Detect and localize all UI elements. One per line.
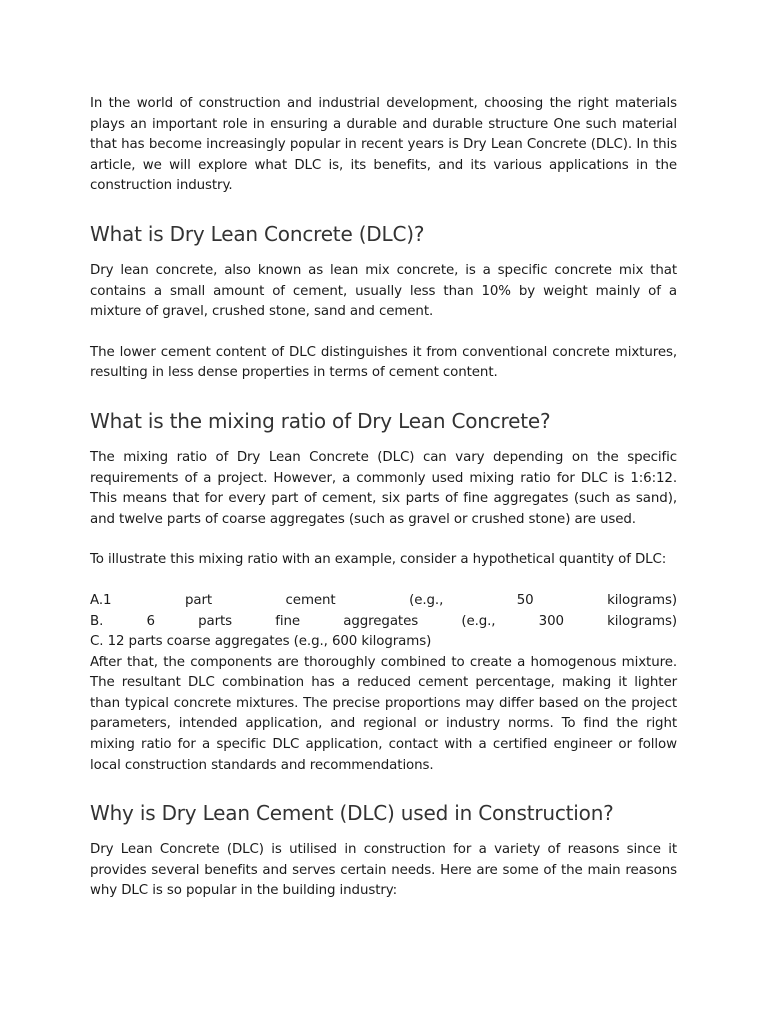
- mixing-ratio-paragraph: The mixing ratio of Dry Lean Concrete (DLC) can vary depending on the specific requirements of a project. However, a commonly used mixing ratio for DLC is 1:6:12. This means that for every part of cement, six parts of fine aggregates (such as sand), and twelve parts of coarse aggregates (such as gravel or crushed stone) are used.: [90, 449, 677, 527]
- reasons-intro-paragraph: Dry Lean Concrete (DLC) is utilised in construction for a variety of reasons since it provides several benefits and serves certain needs. Here are some of the main reasons why DLC is so popular in the building industry:: [90, 842, 677, 899]
- example-intro-paragraph: To illustrate this mixing ratio with an example, consider a hypothetical quantity of DLC:: [90, 552, 667, 568]
- section-heading-why-used: Why is Dry Lean Cement (DLC) used in Construction?: [90, 801, 614, 826]
- list-item: A.1 part cement (e.g., 50 kilograms): [90, 592, 677, 608]
- list-item: C. 12 parts coarse aggregates (e.g., 600 kilograms): [90, 634, 432, 650]
- definition-paragraph: Dry lean concrete, also known as lean mix concrete, is a specific concrete mix that contains a small amount of cement, usually less than 10% by weight mainly of a mixture of gravel, crushed stone, sand and cement.: [90, 262, 677, 320]
- mixing-process-paragraph: After that, the components are thoroughly combined to create a homogenous mixture. The resultant DLC combination has a reduced cement percentage, making it lighter than typical concrete mixtures. The precise proportions may differ based on the project parameters, intended application, and regional or industry norms. To find the right mixing ratio for a specific DLC application, contact with a certified engineer or follow local construction standards and recommendations.: [90, 654, 677, 773]
- cement-content-paragraph: The lower cement content of DLC distinguishes it from conventional concrete mixtures, resulting in less dense properties in terms of cement content.: [90, 344, 677, 381]
- section-heading-what-is-dlc: What is Dry Lean Concrete (DLC)?: [90, 221, 425, 246]
- mix-ratio-list: [90, 591, 677, 653]
- intro-paragraph: In the world of construction and industrial development, choosing the right materials plays an important role in ensuring a durable and durable structure One such material that has become increasingly popular in recent years is Dry Lean Concrete (DLC). In this article, we will explore what DLC is, its benefits, and its various applications in the construction industry.: [90, 96, 677, 194]
- section-heading-mixing-ratio: What is the mixing ratio of Dry Lean Concrete?: [90, 408, 551, 433]
- list-item: B. 6 parts fine aggregates (e.g., 300 kilograms): [90, 613, 677, 629]
- document-page: [90, 94, 677, 902]
